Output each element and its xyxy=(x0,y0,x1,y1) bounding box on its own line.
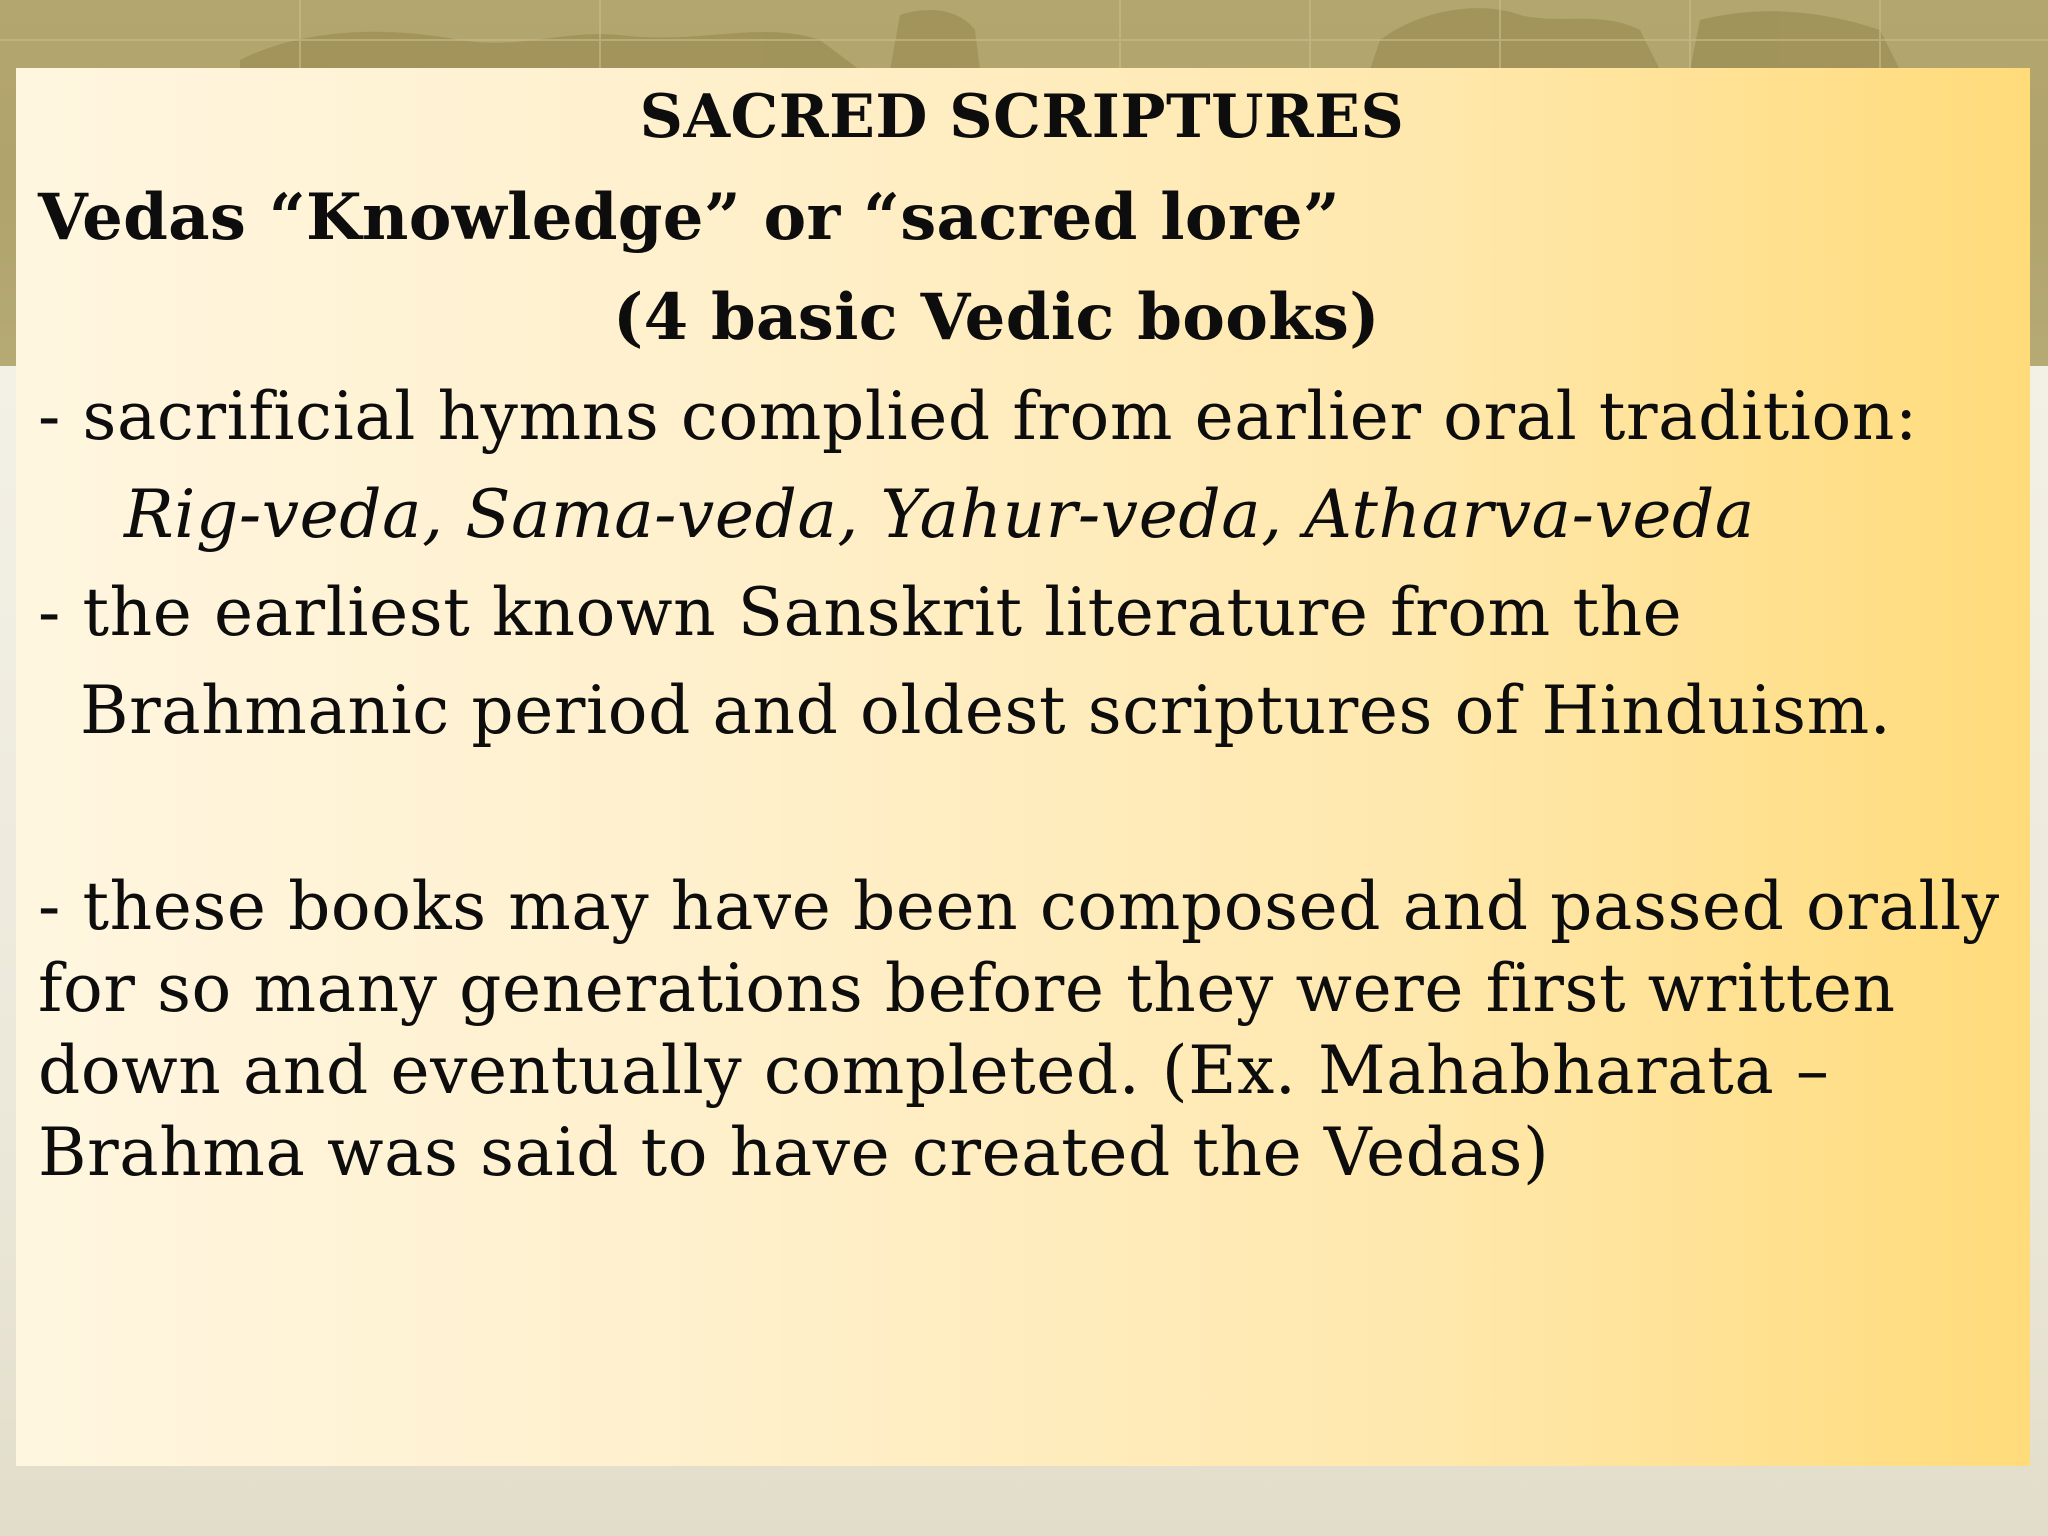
vedic-books-count: (4 basic Vedic books) xyxy=(613,280,1380,355)
slide-title-text: SACRED SCRIPTURES xyxy=(639,82,1405,152)
bullet-oral-tradition-line3: down and eventually completed. (Ex. Mahabharata – xyxy=(38,1032,1830,1109)
slide-title xyxy=(0,82,2048,152)
bullet-oral-tradition: - these books may have been composed and passed orally xyxy=(38,868,2000,945)
bullet-literature-continued: Brahmanic period and oldest scriptures of Hinduism. xyxy=(80,672,1892,749)
bullet-oral-tradition-line4: Brahma was said to have created the Vedas) xyxy=(38,1114,1550,1191)
bullet-literature: - the earliest known Sanskrit literature from the xyxy=(38,574,1683,651)
veda-names: Rig-veda, Sama-veda, Yahur-veda, Atharva-veda xyxy=(124,476,1755,553)
content-panel xyxy=(16,68,2030,1466)
bullet-hymns: - sacrificial hymns complied from earlier oral tradition: xyxy=(38,378,1918,455)
bullet-oral-tradition-line2: for so many generations before they were first written xyxy=(38,950,1896,1027)
vedas-subtitle: Vedas “Knowledge” or “sacred lore” xyxy=(38,180,1341,255)
